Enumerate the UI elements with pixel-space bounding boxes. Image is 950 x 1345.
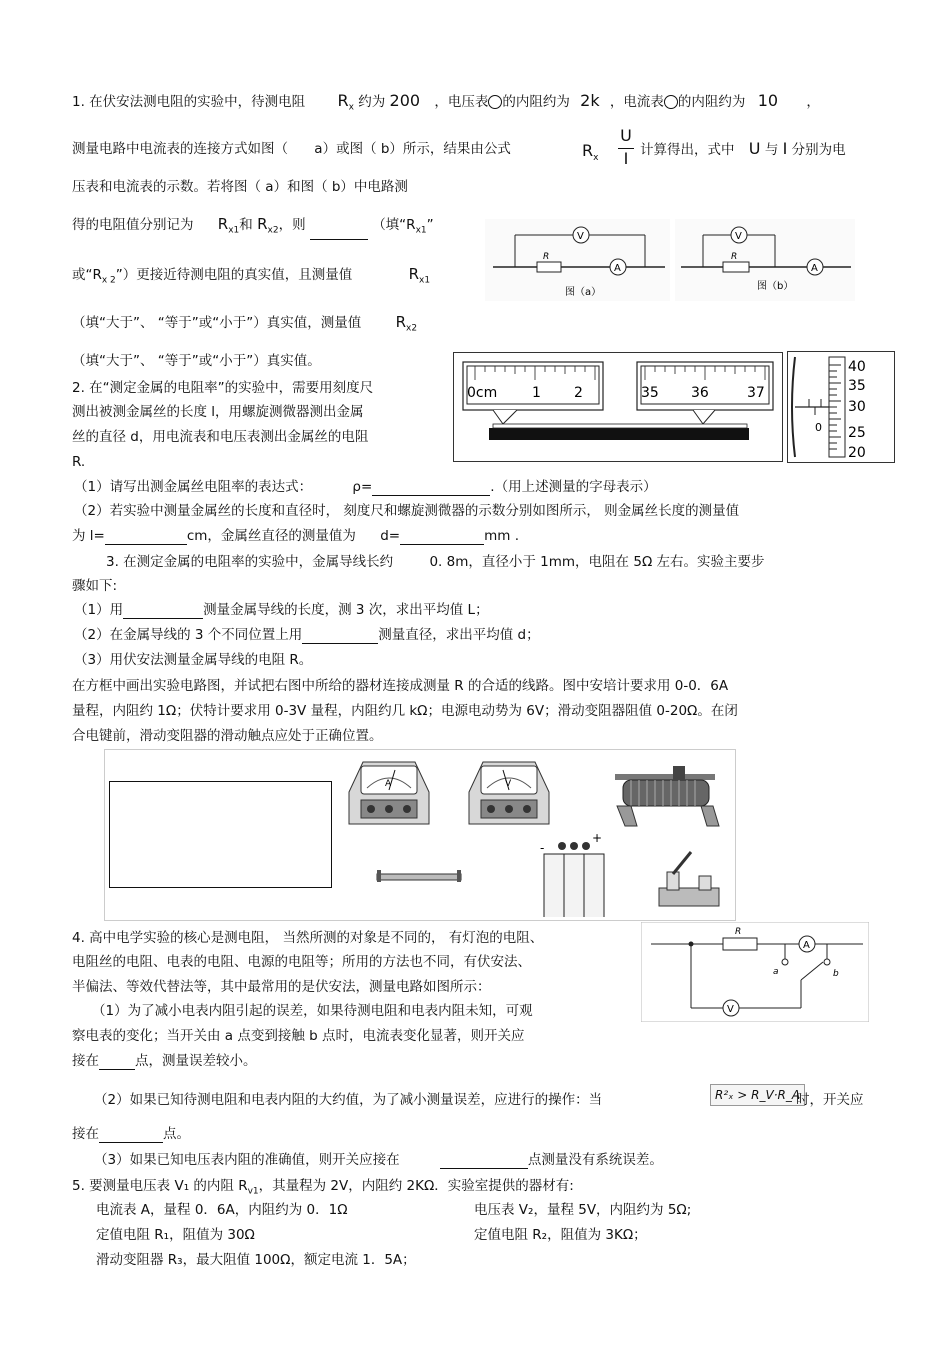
rheostat-device-icon [615, 766, 719, 826]
micrometer-figure [787, 351, 895, 463]
equipment-figure [345, 752, 730, 917]
q3-step3: （3）用伏安法测量金属导线的电阻 R。 [74, 652, 313, 668]
q4-voltmeter-label: V [727, 1004, 734, 1015]
q4-condition-formula: R²ₓ > R_V·R_A [710, 1084, 805, 1106]
q4-point-blank-2[interactable] [99, 1128, 163, 1143]
ruler-figure [453, 352, 783, 462]
q2-part2: （2）若实验中测量金属丝的长度和直径时， 刻度尺和螺旋测微器的示数分别如图所示， 则金属丝长度的测量值 [74, 503, 740, 519]
q4-line1: 4. 高中电学实验的核心是测电阻， 当然所测的对象是不同的， 有灯泡的电阻、 [72, 930, 544, 946]
q1-formula-num: U [620, 126, 632, 145]
micrometer-40: 40 [848, 359, 866, 375]
q1-formula-den: I [623, 149, 629, 168]
ammeter-device-icon [349, 762, 429, 824]
q1-line7: （填“大于”、 “等于”或“小于”）真实值。 [72, 353, 321, 369]
q4-point-b-label: b [833, 969, 839, 979]
q5-r1-spec: 定值电阻 R₁，阻值为 30Ω [96, 1227, 255, 1243]
voltmeter-device-icon [469, 762, 549, 824]
q4-part2-tail: 时，开关应 [796, 1092, 864, 1108]
q4-part2-line1: （2）如果已知待测电阻和电表内阻的大约值，为了减小测量误差，应进行的操作：当 [94, 1092, 603, 1108]
fig-a-ammeter-label: A [614, 263, 621, 274]
q3-step1: （1）用 测量金属导线的长度，测 3 次，求出平均值 L； [74, 602, 489, 618]
metal-wire-sample-icon [377, 870, 461, 882]
fig-a-caption: 图（a） [565, 287, 602, 298]
q5-voltmeter-v2-spec: 电压表 V₂，量程 5V，内阻约为 5Ω; [474, 1202, 692, 1218]
q3-tool-blank-2[interactable] [302, 629, 378, 644]
q1-line2-tail: 计算得出，式中 U 与 I 分别为电 [640, 139, 846, 158]
q5-r2-spec: 定值电阻 R₂，阻值为 3KΩ； [474, 1227, 647, 1243]
q1-formula-rx: $R_x$ [582, 141, 599, 164]
battery-minus-label: - [540, 841, 545, 855]
q4-line3: 半偏法、等效代替法等，其中最常用的是伏安法，测量电路如图所示： [72, 979, 491, 995]
micrometer-20: 20 [848, 445, 866, 461]
circuit-figure-b [675, 219, 855, 301]
q1-line2: 测量电路中电流表的连接方式如图（ a）或图（ b）所示，结果由公式 [72, 141, 511, 157]
q5-ammeter-spec: 电流表 A，量程 0．6A，内阻约为 0．1Ω [96, 1202, 348, 1218]
ruler-label-1: 1 [532, 385, 541, 401]
q2-length-blank[interactable] [105, 530, 187, 545]
q4-point-blank-3[interactable] [440, 1154, 528, 1169]
battery-icon [540, 831, 604, 917]
q3-line6: 在方框中画出实验电路图，并试把右图中所给的器材连接成测量 R 的合适的线路。图中安培计要求用 0-0．6A [72, 678, 729, 694]
circuit-figure-a [485, 219, 670, 301]
q1-answer-blank-1[interactable] [310, 225, 368, 240]
q5-rheostat-spec: 滑动变阻器 R₃，最大阻值 100Ω，额定电流 1．5A； [96, 1252, 416, 1268]
q4-part1-line1: （1）为了减小电表内阻引起的误差，如果待测电阻和电表内阻未知，可观 [92, 1003, 533, 1019]
q4-point-blank-1[interactable] [99, 1055, 135, 1070]
q2-diameter-blank[interactable] [400, 530, 484, 545]
q4-part2-answer: 接在 点。 [72, 1126, 190, 1142]
q4-rx-label: R [735, 927, 742, 937]
fig-b-ammeter-label: A [811, 263, 818, 274]
q4-part3: （3）如果已知电压表内阻的准确值，则开关应接在 点测量没有系统误差。 [94, 1152, 663, 1168]
q3-line2: 骤如下: [72, 578, 118, 594]
ruler-label-2: 2 [574, 385, 583, 401]
q3-tool-blank-1[interactable] [123, 604, 203, 619]
fig-b-rx-label: R [731, 252, 738, 262]
q1-line4: 得的电阻值分别记为 $R_{x1}$和 $R_{x2}$，则 （填“$R_{x1}$” [72, 215, 434, 240]
fig-a-rx-label: R [543, 252, 550, 262]
q2-line3: 丝的直径 d，用电流表和电压表测出金属丝的电阻 [72, 429, 369, 445]
q2-line1: 2. 在“测定金属的电阻率”的实验中，需要用刻度尺 [72, 380, 374, 396]
micrometer-25: 25 [848, 425, 866, 441]
q3-line1: 3. 在测定金属的电阻率的实验中，金属导线长约 0. 8m，直径小于 1mm，电阻在 5Ω 左右。实验主要步 [106, 554, 765, 570]
q2-part2-answers: 为 l= cm，金属丝直径的测量值为 d= mm . [72, 528, 520, 544]
fig-a-voltmeter-label: V [577, 231, 584, 242]
q1-line3: 压表和电流表的示数。若将图（ a）和图（ b）中电路测 [72, 179, 408, 195]
q3-line7: 量程，内阻约 1Ω；伏特计要求用 0-3V 量程，内阻约几 kΩ；电源电动势为 6V；滑动变阻器阻值 0-20Ω。在闭 [72, 703, 738, 719]
q2-line2: 测出被测金属丝的长度 l，用螺旋测微器测出金属 [72, 404, 364, 420]
q4-point-a-label: a [773, 967, 779, 977]
ruler-label-37: 37 [747, 385, 765, 401]
ammeter-symbol-icon [664, 95, 678, 109]
q1-line6: （填“大于”、 “等于”或“小于”）真实值，测量值 $R_{x2}$ [72, 313, 418, 334]
q4-line2: 电阻丝的电阻、电表的电阻、电源的电阻等；所用的方法也不同，有伏安法、 [72, 954, 531, 970]
q4-ammeter-label: A [803, 940, 810, 951]
q4-part1-answer: 接在 点，测量误差较小。 [72, 1053, 257, 1069]
ruler-label-35: 35 [641, 385, 659, 401]
q2-line4: R. [72, 454, 86, 470]
svg-text:V: V [505, 779, 512, 789]
circuit-drawing-box[interactable] [109, 781, 332, 888]
q4-part1-line2: 察电表的变化；当开关由 a 点变到接触 b 点时，电流表变化显著，则开关应 [72, 1028, 525, 1044]
battery-plus-label: + [592, 831, 603, 845]
voltmeter-symbol-icon [488, 95, 502, 109]
switch-icon [659, 852, 719, 906]
micrometer-zero: 0 [815, 421, 822, 434]
metal-wire [489, 428, 749, 440]
svg-text:A: A [385, 779, 392, 789]
q2-rho-blank[interactable] [372, 481, 490, 496]
q1-line5: 或“$R_{x 2}$”）更接近待测电阻的真实值，且测量值 $R_{x1}$ [72, 265, 431, 286]
q2-part1: （1）请写出测金属丝电阻率的表达式： ρ= .（用上述测量的字母表示） [74, 479, 657, 495]
q1-line1: 1. 在伏安法测电阻的实验中，待测电阻 $R_x$ 约为 200 ，电压表 的内阻约为 2k ，电流表 的内阻约为 10 ， [72, 91, 820, 113]
fig-b-voltmeter-label: V [735, 231, 742, 242]
q4-circuit-figure [641, 922, 869, 1022]
q3-line8: 合电键前，滑动变阻器的滑动触点应处于正确位置。 [72, 728, 383, 744]
q3-step2: （2）在金属导线的 3 个不同位置上用 测量直径，求出平均值 d； [74, 627, 540, 643]
ruler-label-36: 36 [691, 385, 709, 401]
ruler-label-0cm: 0cm [467, 385, 498, 401]
micrometer-35: 35 [848, 378, 866, 394]
micrometer-30: 30 [848, 399, 866, 415]
fig-b-caption: 图（b） [757, 281, 794, 292]
q5-line1: 5. 要测量电压表 V₁ 的内阻 $R_{v1}$，其量程为 2V，内阻约 2KΩ．实验室提供的器材有: [72, 1178, 574, 1197]
